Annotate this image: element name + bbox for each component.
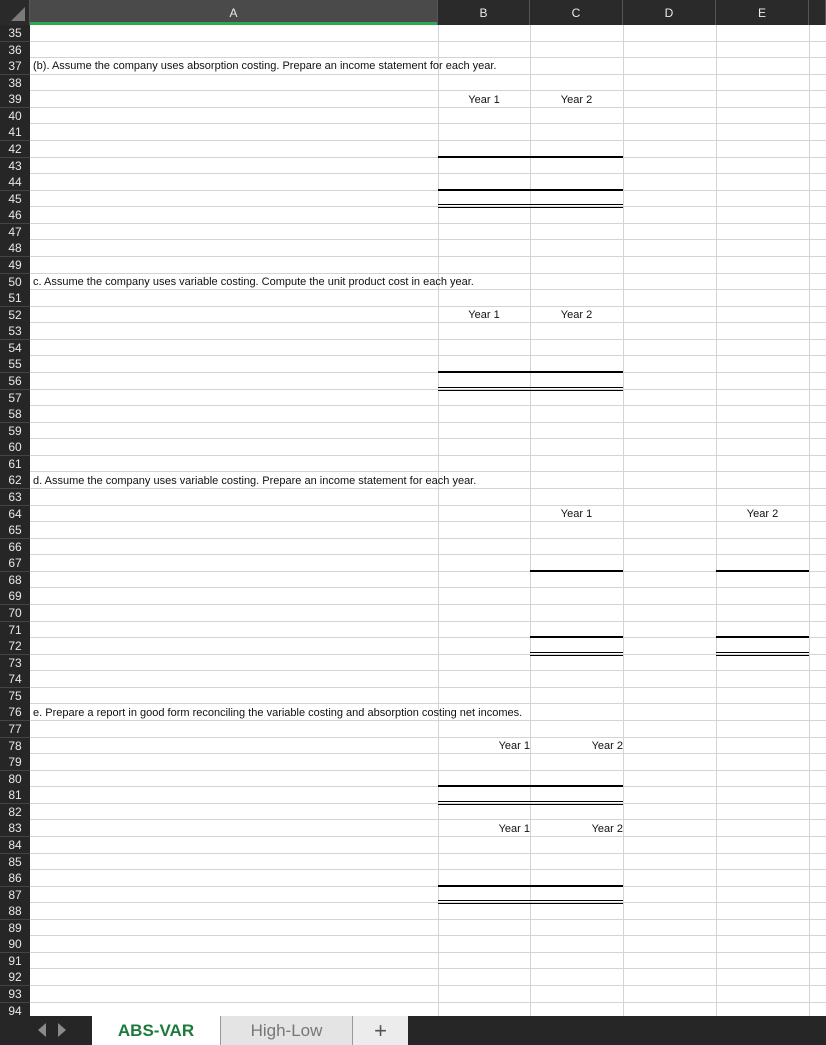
row-header[interactable]: 42 xyxy=(0,141,30,158)
row-header[interactable]: 53 xyxy=(0,323,30,340)
column-header-a[interactable]: A xyxy=(30,0,438,25)
row-header[interactable]: 38 xyxy=(0,75,30,92)
underline-rule xyxy=(530,570,623,572)
row-header[interactable]: 89 xyxy=(0,920,30,937)
row-header[interactable]: 70 xyxy=(0,605,30,622)
row-gridline xyxy=(30,869,826,870)
row-gridline xyxy=(30,919,826,920)
row-gridline xyxy=(30,505,826,506)
row-gridline xyxy=(30,587,826,588)
row-gridline xyxy=(30,538,826,539)
row-gridline xyxy=(30,190,826,191)
row-gridline xyxy=(30,952,826,953)
row-gridline xyxy=(30,554,826,555)
double-underline xyxy=(438,387,623,391)
row-gridline xyxy=(30,753,826,754)
row-header[interactable]: 75 xyxy=(0,688,30,705)
row-gridline xyxy=(30,902,826,903)
row-gridline xyxy=(30,123,826,124)
header-year2: Year 2 xyxy=(560,308,593,321)
row-header[interactable]: 36 xyxy=(0,42,30,59)
underline-rule xyxy=(438,371,623,373)
row-header[interactable]: 43 xyxy=(0,158,30,175)
instruction-b: (b). Assume the company uses absorption costing. Prepare an income statement for each year. xyxy=(33,60,497,73)
row-gridline xyxy=(30,389,826,390)
underline-rule xyxy=(716,570,809,572)
row-header[interactable]: 60 xyxy=(0,439,30,456)
column-gridline xyxy=(809,25,810,1016)
underline-rule xyxy=(438,156,623,158)
header-year2: Year 2 xyxy=(591,739,623,752)
row-header[interactable]: 92 xyxy=(0,969,30,986)
row-gridline xyxy=(30,107,826,108)
row-header[interactable]: 64 xyxy=(0,506,30,523)
double-underline xyxy=(716,652,809,656)
row-header[interactable]: 74 xyxy=(0,671,30,688)
instruction-d: d. Assume the company uses variable costing. Prepare an income statement for each year. xyxy=(33,474,477,487)
row-gridline xyxy=(30,306,826,307)
sheet-tab-bar xyxy=(0,1016,826,1045)
row-header[interactable]: 87 xyxy=(0,887,30,904)
column-header-b[interactable]: B xyxy=(438,0,530,25)
row-gridline xyxy=(30,737,826,738)
row-header[interactable]: 51 xyxy=(0,290,30,307)
row-header[interactable]: 35 xyxy=(0,25,30,42)
row-header[interactable]: 54 xyxy=(0,340,30,357)
row-gridline xyxy=(30,803,826,804)
add-sheet-button[interactable]: + xyxy=(352,1016,408,1045)
header-year1: Year 1 xyxy=(498,822,530,835)
tab-scroll-right-icon[interactable] xyxy=(58,1023,66,1037)
row-header[interactable]: 73 xyxy=(0,655,30,672)
row-gridline xyxy=(30,637,826,638)
row-header[interactable]: 77 xyxy=(0,721,30,738)
select-all-corner[interactable] xyxy=(0,0,30,25)
double-underline xyxy=(438,204,623,208)
row-header[interactable]: 49 xyxy=(0,257,30,274)
column-header-overflow xyxy=(809,0,826,25)
row-gridline xyxy=(30,256,826,257)
row-header[interactable]: 40 xyxy=(0,108,30,125)
row-gridline xyxy=(30,521,826,522)
row-gridline xyxy=(30,621,826,622)
row-gridline xyxy=(30,322,826,323)
row-gridline xyxy=(30,819,826,820)
column-header-d[interactable]: D xyxy=(623,0,716,25)
row-gridline xyxy=(30,422,826,423)
row-header[interactable]: 69 xyxy=(0,588,30,605)
header-year1: Year 1 xyxy=(560,507,593,520)
header-year2: Year 2 xyxy=(560,93,593,106)
row-header[interactable]: 93 xyxy=(0,986,30,1003)
column-header-c[interactable]: C xyxy=(530,0,623,25)
row-gridline xyxy=(30,886,826,887)
row-gridline xyxy=(30,438,826,439)
row-header[interactable]: 47 xyxy=(0,224,30,241)
row-header[interactable]: 56 xyxy=(0,373,30,390)
double-underline xyxy=(438,801,623,805)
header-year2: Year 2 xyxy=(591,822,623,835)
row-header[interactable]: 81 xyxy=(0,787,30,804)
row-header[interactable]: 78 xyxy=(0,738,30,755)
row-header[interactable]: 50 xyxy=(0,274,30,291)
row-header[interactable]: 61 xyxy=(0,456,30,473)
header-year1: Year 1 xyxy=(468,308,500,321)
row-gridline xyxy=(30,985,826,986)
row-header[interactable]: 91 xyxy=(0,953,30,970)
row-gridline xyxy=(30,770,826,771)
row-gridline xyxy=(30,836,826,837)
row-header[interactable]: 52 xyxy=(0,307,30,324)
row-header[interactable]: 62 xyxy=(0,472,30,489)
row-header[interactable]: 88 xyxy=(0,903,30,920)
header-year1: Year 1 xyxy=(468,93,500,106)
row-gridline xyxy=(30,968,826,969)
column-gridline xyxy=(623,25,624,1016)
instruction-c: c. Assume the company uses variable costing. Compute the unit product cost in each year. xyxy=(33,275,474,288)
row-header[interactable]: 39 xyxy=(0,91,30,108)
row-header[interactable]: 68 xyxy=(0,572,30,589)
row-gridline xyxy=(30,1002,826,1003)
row-gridline xyxy=(30,687,826,688)
sheet-tab-abs-var[interactable]: ABS-VAR xyxy=(92,1016,220,1045)
row-header[interactable]: 59 xyxy=(0,423,30,440)
row-header[interactable]: 41 xyxy=(0,124,30,141)
row-header[interactable]: 57 xyxy=(0,390,30,407)
row-header[interactable]: 46 xyxy=(0,207,30,224)
tab-scroll-left-icon[interactable] xyxy=(38,1023,46,1037)
row-header[interactable]: 58 xyxy=(0,406,30,423)
row-gridline xyxy=(30,571,826,572)
row-header[interactable]: 63 xyxy=(0,489,30,506)
row-gridline xyxy=(30,853,826,854)
row-header[interactable]: 80 xyxy=(0,771,30,788)
row-gridline xyxy=(30,90,826,91)
underline-rule xyxy=(438,189,623,191)
row-gridline xyxy=(30,339,826,340)
row-gridline xyxy=(30,604,826,605)
row-gridline xyxy=(30,405,826,406)
row-header[interactable]: 76 xyxy=(0,704,30,721)
underline-rule xyxy=(716,636,809,638)
underline-rule xyxy=(438,785,623,787)
row-header[interactable]: 45 xyxy=(0,191,30,208)
row-header[interactable]: 44 xyxy=(0,174,30,191)
underline-rule xyxy=(530,636,623,638)
header-year2: Year 2 xyxy=(746,507,779,520)
row-header[interactable]: 94 xyxy=(0,1003,30,1016)
column-gridline xyxy=(438,25,439,1016)
row-gridline xyxy=(30,786,826,787)
row-header[interactable]: 83 xyxy=(0,820,30,837)
row-header[interactable]: 55 xyxy=(0,356,30,373)
row-gridline xyxy=(30,935,826,936)
underline-rule xyxy=(438,885,623,887)
row-gridline xyxy=(30,157,826,158)
instruction-e: e. Prepare a report in good form reconciling the variable costing and absorption costing net incomes. xyxy=(33,706,523,719)
row-gridline xyxy=(30,140,826,141)
row-gridline xyxy=(30,239,826,240)
row-header[interactable]: 84 xyxy=(0,837,30,854)
header-year1: Year 1 xyxy=(498,739,530,752)
row-gridline xyxy=(30,372,826,373)
column-header-e[interactable]: E xyxy=(716,0,809,25)
row-gridline xyxy=(30,355,826,356)
row-gridline xyxy=(30,223,826,224)
row-gridline xyxy=(30,455,826,456)
row-header[interactable]: 86 xyxy=(0,870,30,887)
double-underline xyxy=(438,900,623,904)
row-gridline xyxy=(30,670,826,671)
row-header[interactable]: 48 xyxy=(0,240,30,257)
row-header[interactable]: 65 xyxy=(0,522,30,539)
row-header[interactable]: 85 xyxy=(0,854,30,871)
row-header[interactable]: 79 xyxy=(0,754,30,771)
row-header[interactable]: 66 xyxy=(0,539,30,556)
row-header[interactable]: 71 xyxy=(0,622,30,639)
row-gridline xyxy=(30,654,826,655)
row-gridline xyxy=(30,41,826,42)
row-header[interactable]: 82 xyxy=(0,804,30,821)
row-header[interactable]: 72 xyxy=(0,638,30,655)
sheet-tab-high-low[interactable]: High-Low xyxy=(220,1016,352,1045)
row-gridline xyxy=(30,173,826,174)
row-header[interactable]: 90 xyxy=(0,936,30,953)
row-header[interactable]: 37 xyxy=(0,58,30,75)
row-gridline xyxy=(30,206,826,207)
row-header[interactable]: 67 xyxy=(0,555,30,572)
double-underline xyxy=(530,652,623,656)
